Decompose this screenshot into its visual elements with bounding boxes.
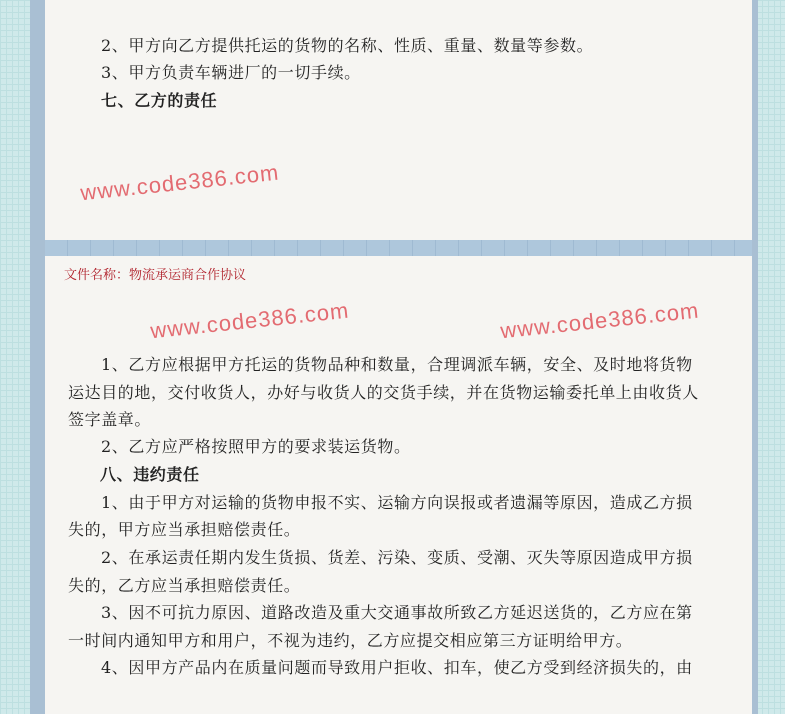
paragraph-line: 一时间内通知甲方和用户，不视为违约，乙方应提交相应第三方证明给甲方。 xyxy=(68,631,633,650)
paragraph-line: 3、甲方负责车辆进厂的一切手续。 xyxy=(101,63,361,82)
page-separator xyxy=(45,240,752,256)
paragraph-line: 2、乙方应严格按照甲方的要求装运货物。 xyxy=(101,437,411,456)
watermark: www.code386.com xyxy=(79,159,281,206)
paragraph-line: 4、因甲方产品内在质量问题而导致用户拒收、扣车，使乙方受到经济损失的，由 xyxy=(101,658,693,677)
watermark: www.code386.com xyxy=(149,297,351,344)
watermark: www.code386.com xyxy=(499,297,701,344)
paragraph-line: 3、因不可抗力原因、道路改造及重大交通事故所致乙方延迟送货的，乙方应在第 xyxy=(101,603,693,622)
paragraph-line: 运达目的地，交付收货人，办好与收货人的交货手续，并在货物运输委托单上由收货人 xyxy=(68,383,699,402)
paragraph-line: 失的，乙方应当承担赔偿责任。 xyxy=(68,576,301,595)
section-heading: 八、违约责任 xyxy=(100,465,200,484)
paragraph-line: 2、在承运责任期内发生货损、货差、污染、变质、受潮、灭失等原因造成甲方损 xyxy=(101,548,693,567)
paragraph-line: 1、由于甲方对运输的货物申报不实、运输方向误报或者遗漏等原因，造成乙方损 xyxy=(101,493,693,512)
paragraph-line: 2、甲方向乙方提供托运的货物的名称、性质、重量、数量等参数。 xyxy=(101,36,594,55)
paragraph-line: 签字盖章。 xyxy=(68,410,152,429)
file-name-header: 文件名称：物流承运商合作协议 xyxy=(64,268,247,283)
paragraph-line: 失的，甲方应当承担赔偿责任。 xyxy=(68,520,301,539)
paragraph-line: 1、乙方应根据甲方托运的货物品种和数量，合理调派车辆，安全、及时地将货物 xyxy=(101,355,693,374)
section-heading: 七、乙方的责任 xyxy=(101,91,218,110)
